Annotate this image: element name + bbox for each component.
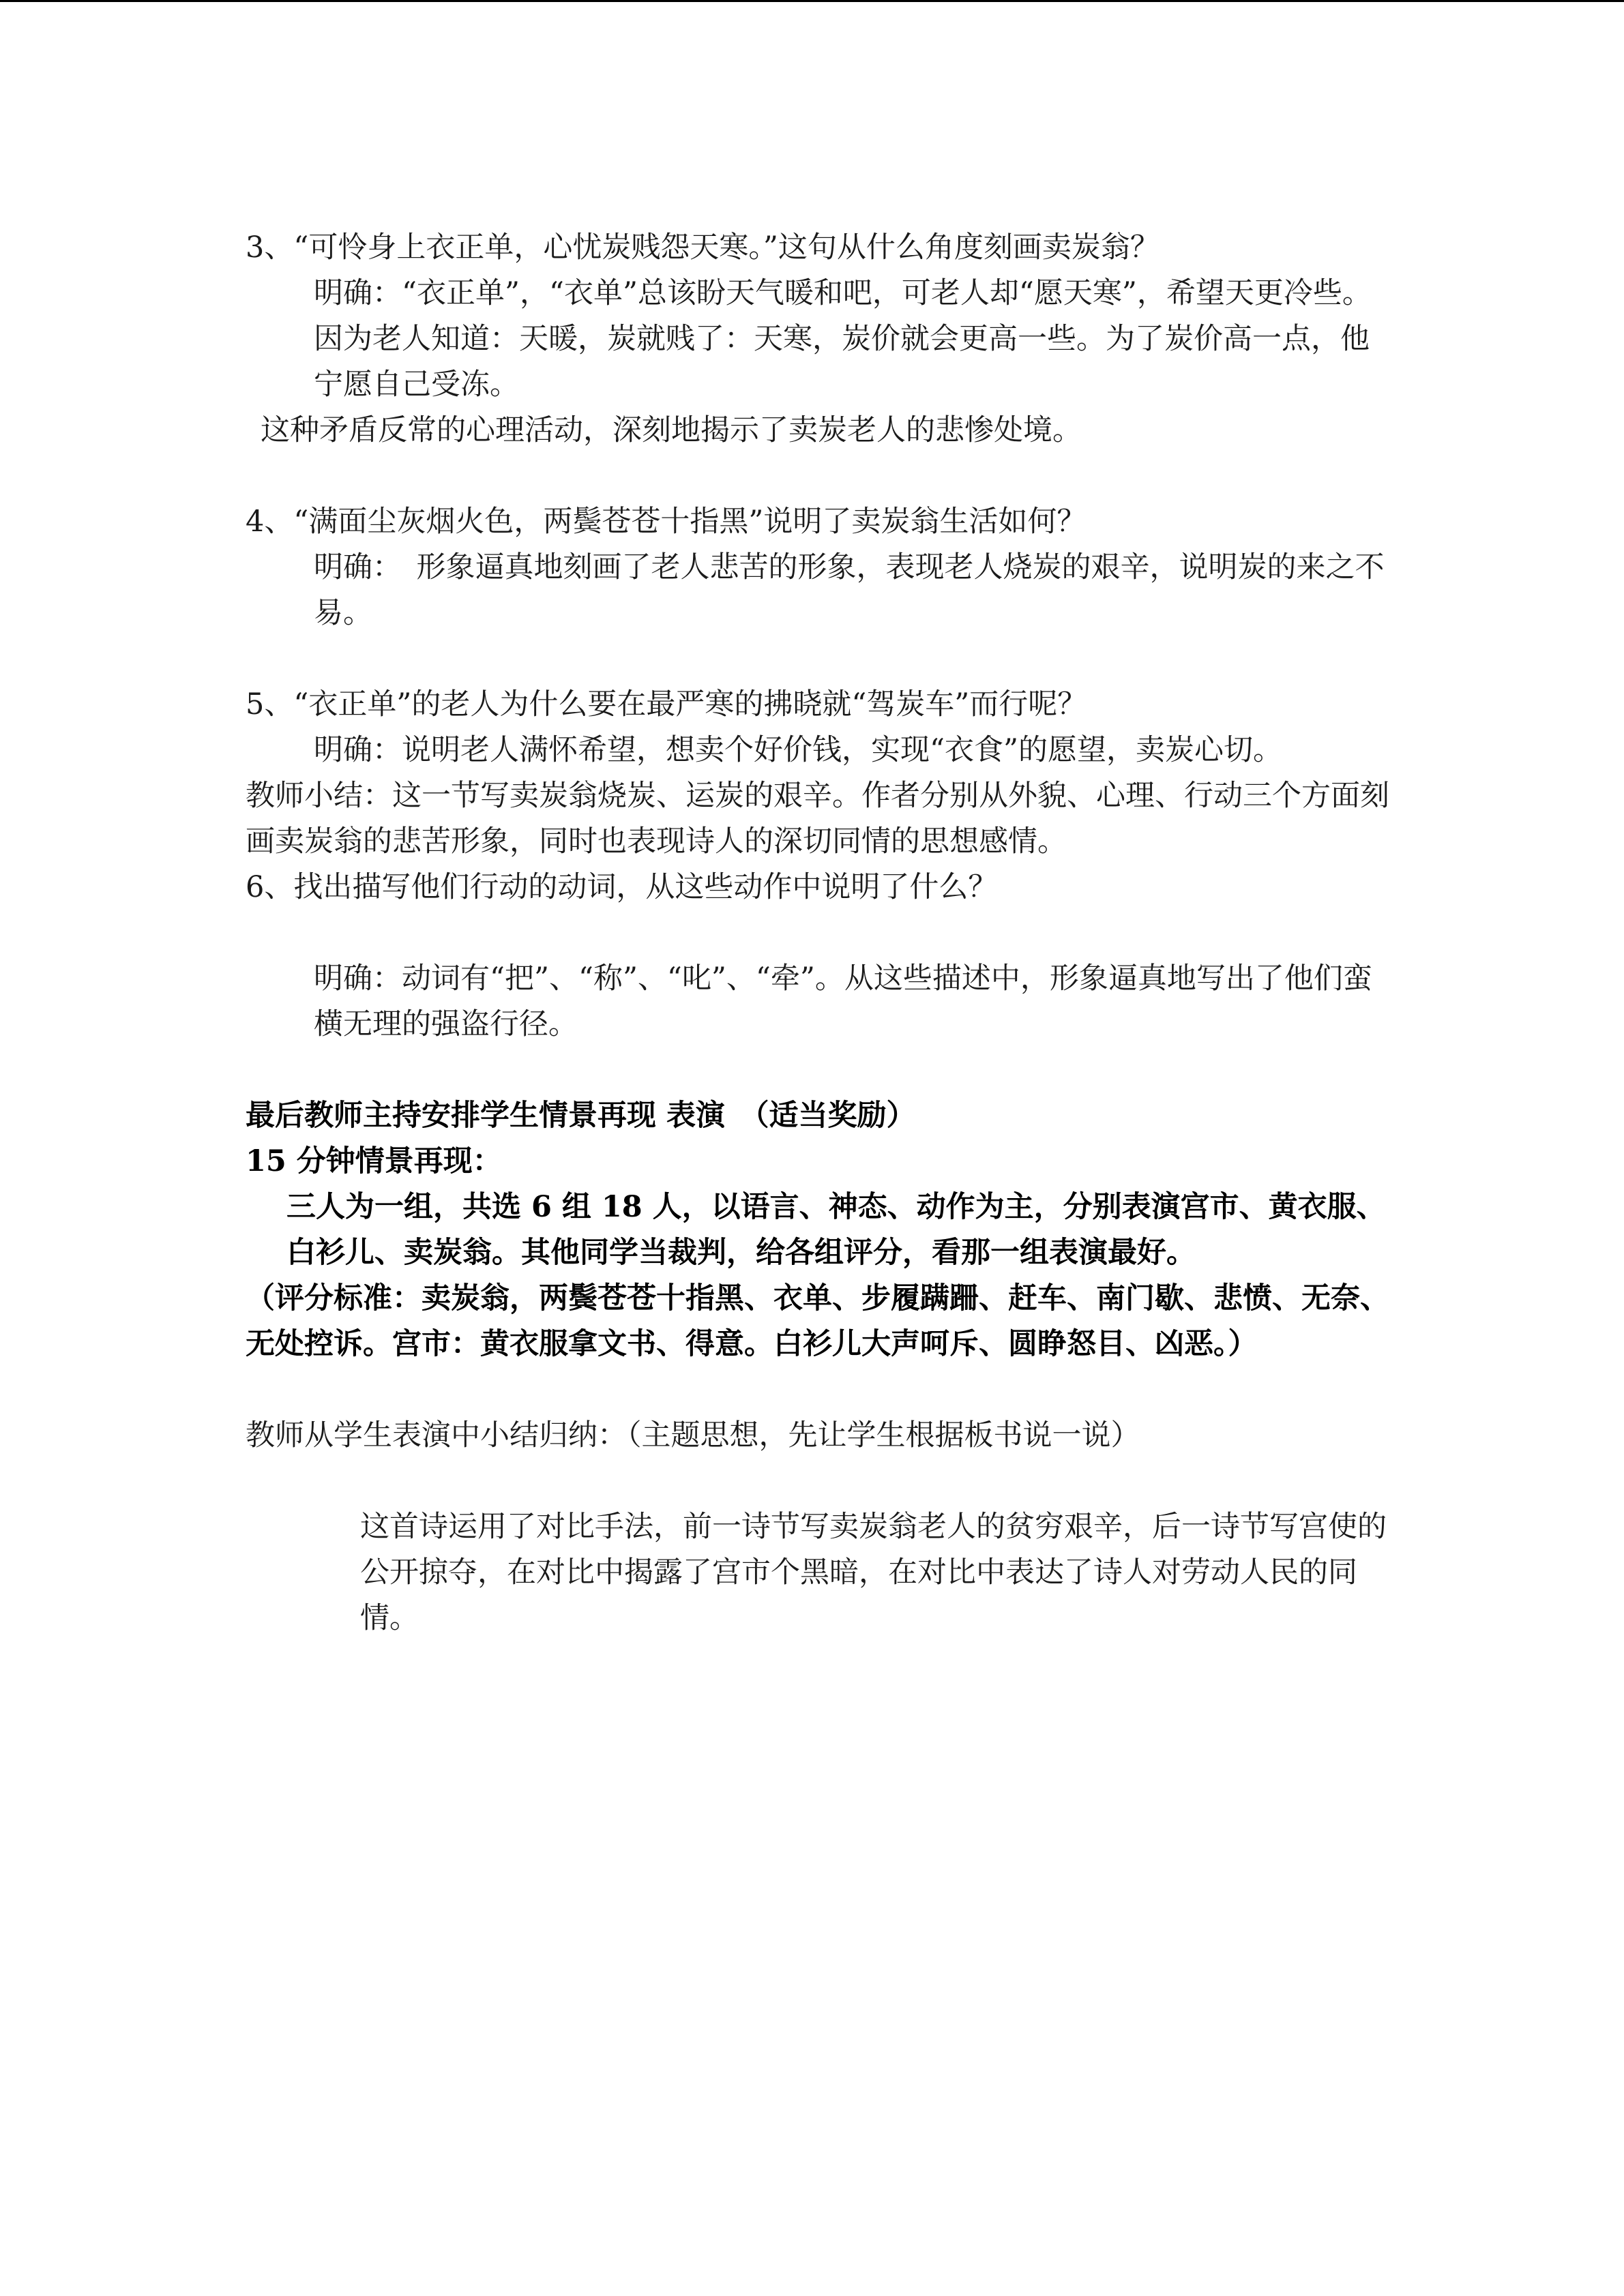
activity-heading: 最后教师主持安排学生情景再现 表演 （适当奖励） bbox=[246, 1099, 916, 1133]
teacher-summary-1: 教师小结：这一节写卖炭翁烧炭、运炭的艰辛。作者分别从外貌、心理、行动三个方面刻画卖炭翁的悲苦形象，同时也表现诗人的深切同情的思想感情。 bbox=[246, 779, 1389, 859]
summary-heading: 教师从学生表演中小结归纳：（主题思想，先让学生根据板书说一说） bbox=[246, 1418, 1140, 1452]
answer-3-note: 这种矛盾反常的心理活动，深刻地揭示了卖炭老人的悲惨处境。 bbox=[261, 413, 1082, 447]
answer-3: 明确：“衣正单”，“衣单”总该盼天气暖和吧，可老人却“愿天寒”，希望天更冷些。因为老人知道：天暖，炭就贱了：天寒，炭价就会更高一些。为了炭价高一点，他宁愿自己受冻。 bbox=[314, 276, 1372, 402]
top-border-line bbox=[0, 0, 1624, 2]
scoring-criteria: （评分标准：卖炭翁，两鬓苍苍十指黑、衣单、步履蹒跚、赶车、南门歇、悲愤、无奈、无处控诉。宫市：黄衣服拿文书、得意。白衫儿大声呵斥、圆睁怒目、凶恶。） bbox=[246, 1281, 1389, 1361]
document-body bbox=[246, 225, 1391, 1641]
answer-4: 明确： 形象逼真地刻画了老人悲苦的形象，表现老人烧炭的艰辛，说明炭的来之不易。 bbox=[314, 550, 1385, 630]
question-5: 5、“衣正单”的老人为什么要在最严寒的拂晓就“驾炭车”而行呢？ bbox=[246, 687, 1087, 721]
question-6: 6、找出描写他们行动的动词，从这些动作中说明了什么？ bbox=[246, 870, 998, 904]
summary-body: 这首诗运用了对比手法，前一诗节写卖炭翁老人的贫穷艰辛，后一诗节写宫使的公开掠夺，在对比中揭露了宫市个黑暗，在对比中表达了诗人对劳动人民的同情。 bbox=[360, 1510, 1387, 1635]
question-3: 3、“可怜身上衣正单，心忧炭贱怨天寒。”这句从什么角度刻画卖炭翁？ bbox=[246, 230, 1160, 265]
answer-5: 明确：说明老人满怀希望，想卖个好价钱，实现“衣食”的愿望，卖炭心切。 bbox=[314, 733, 1282, 767]
question-4: 4、“满面尘灰烟火色，两鬓苍苍十指黑”说明了卖炭翁生活如何？ bbox=[246, 505, 1087, 539]
activity-subheading: 15 分钟情景再现： bbox=[246, 1144, 502, 1178]
answer-6: 明确：动词有“把”、“称”、“叱”、“牵”。从这些描述中，形象逼真地写出了他们蛮横无理的强盗行径。 bbox=[314, 961, 1372, 1041]
activity-body: 三人为一组，共选 6 组 18 人，以语言、神态、动作为主，分别表演宫市、黄衣服、白衫儿、卖炭翁。其他同学当裁判，给各组评分，看那一组表演最好。 bbox=[286, 1190, 1386, 1270]
